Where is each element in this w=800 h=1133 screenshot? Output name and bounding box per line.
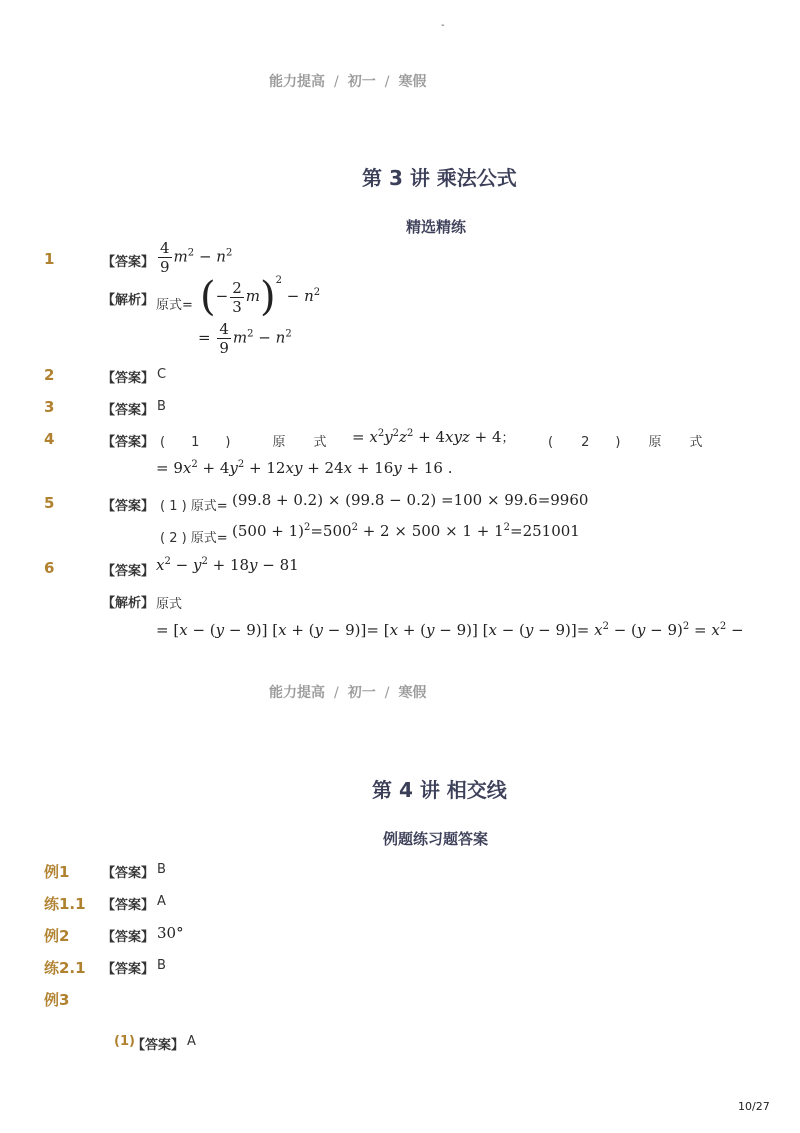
original-label: 原式=	[156, 298, 193, 313]
answer-part-2-label: ( 2 ) 原式=	[160, 531, 228, 546]
answer-value: B	[157, 958, 166, 973]
answer-part-2-label	[548, 431, 702, 450]
original-label: 原式	[156, 597, 183, 612]
answer-formula: (99.8 + 0.2) × (99.8 − 0.2) =100 × 99.6=9960	[232, 491, 589, 509]
answer-label: 【答案】	[102, 898, 155, 913]
paren: (	[160, 435, 166, 450]
item-number: 练2.1	[44, 959, 86, 977]
answer-formula: = $x^2y^2z^2 + 4xyz + 4$；	[352, 428, 515, 446]
answer-value: 30°	[157, 924, 184, 942]
answer-label: 【答案】	[102, 371, 155, 386]
section-title: 精选精练	[406, 218, 467, 236]
answer-value: B	[157, 399, 166, 414]
paren: )	[225, 435, 231, 450]
answer-label: 【答案】	[102, 255, 155, 270]
answer-label: 【答案】	[132, 1038, 185, 1053]
breadcrumb-item: 初一	[347, 685, 376, 701]
item-number: 5	[44, 494, 55, 512]
lecture-title: 第 3 讲 乘法公式	[362, 166, 517, 190]
breadcrumb-item: 寒假	[398, 74, 427, 90]
analysis-label: 【解析】	[102, 293, 155, 308]
analysis-label: 【解析】	[102, 596, 155, 611]
item-number: 练1.1	[44, 895, 86, 913]
answer-formula: $x^2 - y^2 + 18y - 81$	[156, 556, 299, 574]
sub-item-number: (1)	[114, 1034, 135, 1049]
breadcrumb-item: 能力提高	[269, 74, 325, 90]
breadcrumb-separator: /	[334, 74, 339, 90]
part-number: 1	[191, 435, 200, 450]
breadcrumb-item: 能力提高	[269, 685, 325, 701]
answer-label: 【答案】	[102, 564, 155, 579]
answer-part-1-label: ( 1 ) 原式=	[160, 499, 228, 514]
item-number: 例2	[44, 927, 70, 945]
item-number: 例1	[44, 863, 70, 881]
item-number: 6	[44, 559, 55, 577]
breadcrumb	[269, 71, 426, 91]
breadcrumb	[269, 682, 426, 702]
answer-part-1-label	[160, 431, 360, 450]
breadcrumb-separator: /	[384, 685, 390, 701]
answer-value: A	[157, 894, 166, 909]
word: 式	[689, 435, 703, 450]
answer-label: 【答案】	[102, 930, 155, 945]
answer-formula: $\frac{4}{9}$ $m^2 - n^2$	[160, 239, 233, 276]
item-number: 1	[44, 250, 55, 268]
page-number: 10/27	[738, 1100, 770, 1113]
answer-value: B	[157, 862, 166, 877]
section-title: 例题练习题答案	[383, 830, 489, 848]
item-number: 2	[44, 366, 55, 384]
answer-label: 【答案】	[102, 403, 155, 418]
answer-formula: = $9x^2 + 4y^2 + 12xy + 24x + 16y + 16$ .	[156, 459, 453, 477]
analysis-formula: (− $\frac{2}{3}$ $m)^2 - n^2$	[200, 274, 321, 320]
word: 原	[648, 435, 662, 450]
item-number: 3	[44, 398, 55, 416]
top-mark: -	[441, 20, 445, 31]
lecture-title: 第 4 讲 相交线	[372, 778, 507, 802]
breadcrumb-separator: /	[334, 685, 339, 701]
answer-value: C	[157, 367, 167, 382]
item-number: 4	[44, 430, 55, 448]
item-number: 例3	[44, 991, 70, 1009]
answer-value: A	[187, 1034, 196, 1049]
breadcrumb-separator: /	[384, 74, 390, 90]
breadcrumb-item: 寒假	[398, 685, 427, 701]
breadcrumb-item: 初一	[347, 74, 376, 90]
analysis-formula-step: = $\frac{4}{9}$ $m^2 - n^2$	[198, 320, 292, 357]
paren: (	[548, 435, 554, 450]
word: 式	[313, 435, 327, 450]
analysis-formula: = [x − (y − 9)] [x + (y − 9)]= [x + (y − 9)] $[x - (y - 9)]= x^2 - (y - 9)^2 = x^2$ −	[156, 621, 744, 639]
answer-label: 【答案】	[102, 866, 155, 881]
paren: )	[615, 435, 621, 450]
answer-label: 【答案】	[102, 962, 155, 977]
word: 原	[272, 435, 286, 450]
answer-label: 【答案】	[102, 435, 155, 450]
answer-formula: $(500 + 1)^2=500^2 + 2 \times 500 \times 1 + 1^2=251001$	[232, 522, 580, 540]
part-number: 2	[581, 435, 590, 450]
answer-label: 【答案】	[102, 499, 155, 514]
